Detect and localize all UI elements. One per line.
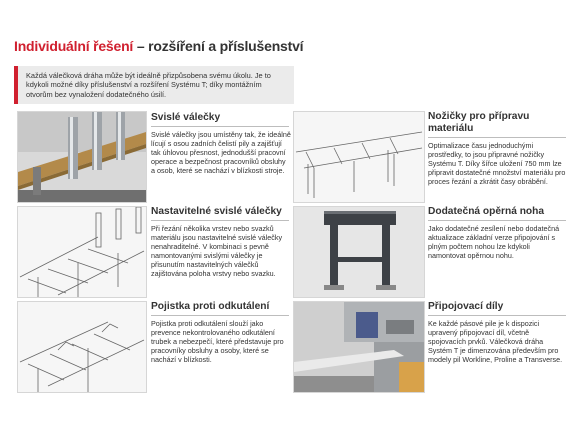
connection-parts-photo (293, 301, 425, 393)
section-heading-support-leg: Dodatečná opěrná noha (428, 206, 545, 217)
section-heading-vertical-rollers: Svislé válečky (151, 112, 221, 123)
anti-roll-guard-drawing (17, 301, 147, 393)
divider (428, 137, 566, 138)
section-heading-adjustable-rollers: Nastavitelné svislé válečky (151, 206, 282, 217)
divider (428, 315, 566, 316)
section-text-material-prep-legs: Optimalizace času jednoduchými prostředky, to jsou připravné nožičky Systému T. Díky šířce uložení 750 mm lze připravit dostatečné množství materiálu pro proces řezání a zkrátit časy obrábění. (428, 141, 566, 187)
section-text-adjustable-rollers: Při řezání několika vrstev nebo svazků materiálu jsou nastavitelné svislé válečky nenahraditelné. V kombinaci s pevně namontovanými svislými válečky je přisunutím nastavitelných válečků zajištována poloha vrstvy nebo svazku. (151, 224, 283, 279)
title-dark-part: – rozšíření a příslušenství (133, 38, 304, 54)
section-text-vertical-rollers: Svislé válečky jsou umístěny tak, že ideálně lícují s osou zadních čelistí pily a zajišťují tak úhlovou přesnost, jednodušší pracovní operace a bezpečnost pracovníků obsluhy a osob, které se nachází v blízkosti stroje. (151, 130, 291, 176)
vertical-rollers-photo (17, 111, 147, 203)
divider (428, 220, 566, 221)
support-leg-photo (293, 206, 425, 298)
section-heading-material-prep-legs: Nožičky pro přípravu materiálu (428, 111, 530, 134)
intro-box: Každá válečková dráha může být ideálně přizpůsobena svému úkolu. Je to kdykoli možné díky příslušenství a rozšíření Systému T; díky montážním otvorům bez vynaložení dodatečného úsilí. (14, 66, 294, 104)
divider (151, 220, 289, 221)
title-red-part: Individuální řešení (14, 38, 134, 54)
divider (151, 126, 289, 127)
divider (151, 315, 289, 316)
section-heading-connection-parts: Připojovací díly (428, 301, 504, 312)
adjustable-rollers-drawing (17, 206, 147, 298)
page-title (14, 38, 303, 54)
section-text-connection-parts: Ke každé pásové pile je k dispozici upravený připojovací díl, včetně spojovacích prvků. Válečková dráha Systém T je dimenzována především pro modely pil Workline, Proline a Transverse. (428, 319, 563, 365)
section-heading-anti-roll-guard: Pojistka proti odkutálení (151, 301, 270, 312)
section-text-anti-roll-guard: Pojistka proti odkutálení slouží jako prevence nekontrolovaného odkutálení trubek a nebezpečí, které představuje pro pracovníky obsluhy a osoby, které se nachází v blízkosti. (151, 319, 284, 365)
section-text-support-leg: Jako dodatečné zesílení nebo dodatečná aktualizace základní verze připojování s plným počtem nohou lze kdykoli namontovat opěrnou nohu. (428, 224, 560, 261)
material-prep-legs-drawing (293, 111, 425, 203)
